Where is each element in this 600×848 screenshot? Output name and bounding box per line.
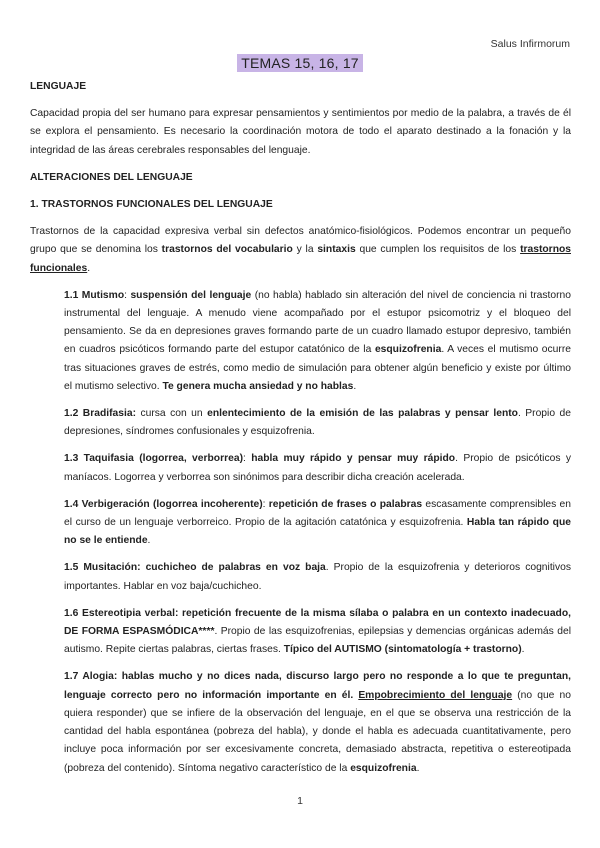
item-mutismo: 1.1 Mutismo: suspensión del lenguaje (no habla) hablado sin alteración del nivel de conciencia ni trastorno instrumental del lenguaje. A menudo viene acompañado por el estupor psicomotriz y el bloqueo del pensamiento. Se da en depresiones graves formando parte de un cuadro llamado estupor depresivo, también en cuadros psicóticos formando parte del estupor catatónico de la esquizofrenia. A veces el mutismo ocurre tras situaciones graves de estrés, como medio de simulación para obtener algún beneficio y existe por último el mutismo selectivo. Te genera mucha ansiedad y no hablas. xyxy=(64,289,571,392)
document-body xyxy=(30,78,571,778)
title-container xyxy=(0,54,600,73)
item-verbigeracion: 1.4 Verbigeración (logorrea incoherente): repetición de frases o palabras escasamente comprensibles en el curso de un lenguaje verborreico. Propio de la agitación catatónica y esquizofrenia. Habla tan rápido que no se le entiende. xyxy=(64,498,571,547)
heading-trastornos-funcionales: 1. TRASTORNOS FUNCIONALES DEL LENGUAJE xyxy=(30,199,273,211)
heading-lenguaje: LENGUAJE xyxy=(30,81,87,92)
item-bradifasia: 1.2 Bradifasia: cursa con un enlentecimiento de la emisión de las palabras y pensar lento. Propio de depresiones, síndromes confusionales y esquizofrenia. xyxy=(64,408,571,438)
item-taquifasia: 1.3 Taquifasia (logorrea, verborrea): habla muy rápido y pensar muy rápido. Propio de psicóticos y maníacos. Logorrea y verborrea son sinónimos para describir dicha creación acelerada. xyxy=(64,453,571,483)
item-musitacion: 1.5 Musitación: cuchicheo de palabras en voz baja. Propio de la esquizofrenia y deterioros cognitivos importantes. Hablar en voz baja/cuchicheo. xyxy=(64,562,571,592)
paragraph-lenguaje: Capacidad propia del ser humano para expresar pensamientos y sentimientos por medio de la palabra, a través de él se explora el pensamiento. Es necesario la coordinación motora de todo el aparato destinado a la fonación y la integridad de las áreas cerebrales responsables del lenguaje. xyxy=(30,108,571,156)
page-number: 1 xyxy=(297,795,303,807)
item-alogia: 1.7 Alogia: hablas mucho y no dices nada, discurso largo pero no responde a lo que te preguntan, lenguaje correcto pero no información importante en él. Empobrecimiento del lenguaje (no que no quiera responder) que se infiere de la observación del lenguaje, en el que se observa una restricción de la cantidad del habla espontánea (pobreza del habla), y donde el habla es adecuada cuantitativamente, pero incluye poca información por ser excesivamente concreta, demasiado abstracta, repetitiva o estereotipada (pobreza del contenido). Síntoma negativo característico de la esquizofrenia. xyxy=(64,671,571,774)
heading-alteraciones: ALTERACIONES DEL LENGUAJE xyxy=(30,171,193,183)
paragraph-trastornos-intro: Trastornos de la capacidad expresiva verbal sin defectos anatómico-fisiológicos. Podemos encontrar un pequeño grupo que se denomina los trastornos del vocabulario y la sintaxis que cumplen los requisitos de los trastornos funcionales. xyxy=(30,226,571,274)
header-author: Salus Infirmorum xyxy=(490,38,570,50)
page-title: TEMAS 15, 16, 17 xyxy=(237,54,363,72)
item-estereotipia: 1.6 Estereotipia verbal: repetición frecuente de la misma sílaba o palabra en un contexto inadecuado, DE FORMA ESPASMÓDICA****. Propio de las esquizofrenias, epilepsias y demencias orgánicas además del autismo. Repite ciertas palabras, ciertas frases. Típico del AUTISMO (sintomatología + trastorno). xyxy=(64,607,571,656)
